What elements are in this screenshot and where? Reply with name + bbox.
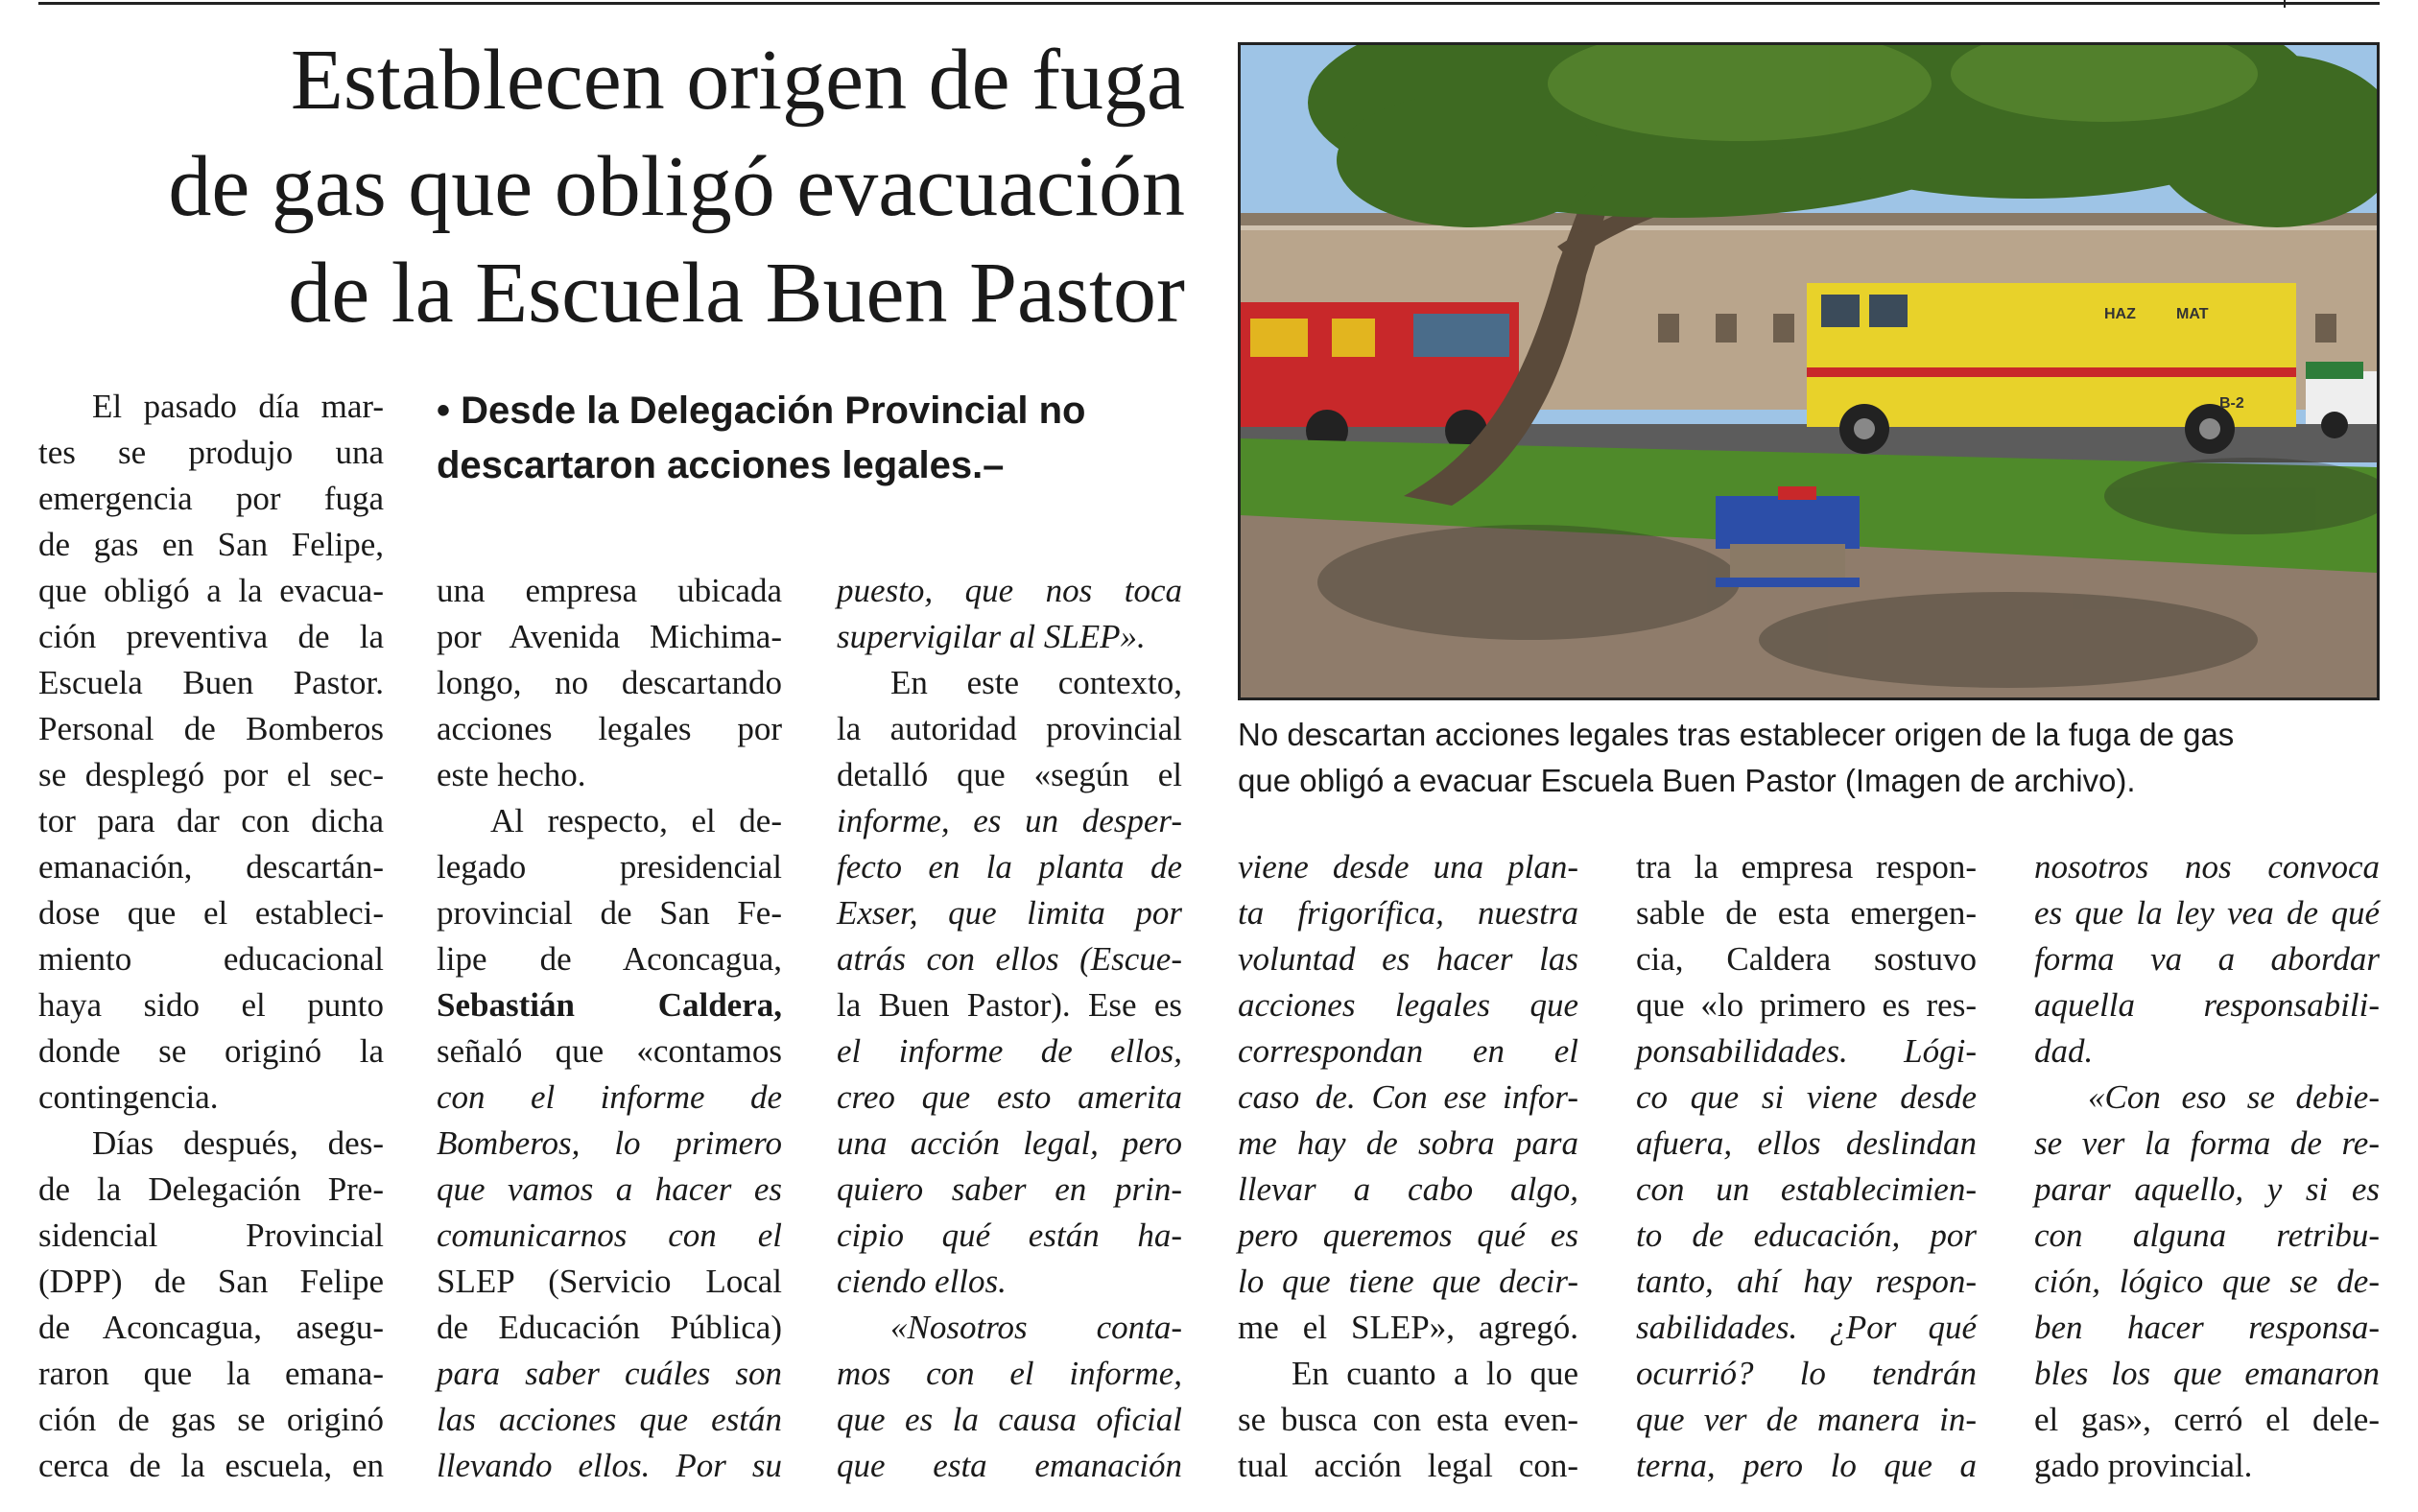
text-line: gado provincial. <box>2034 1447 2253 1484</box>
text-line: creo que esto amerita <box>837 1078 1182 1116</box>
text-line: se busca con esta even- <box>1238 1401 1578 1438</box>
caption-line: No descartan acciones legales tras establecer origen de la fuga de gas <box>1238 717 2235 752</box>
headline-line: Establecen origen de fuga <box>290 33 1185 128</box>
photo-illustration <box>1241 45 2377 697</box>
caption-line: que obligó a evacuar Escuela Buen Pastor (Imagen de archivo). <box>1238 763 2136 798</box>
text-line: ción de gas se originó <box>38 1401 384 1438</box>
text-line: ocurrió? lo tendrán <box>1636 1355 1977 1392</box>
text-line: sidencial Provincial <box>38 1217 384 1254</box>
text-line: señaló que «contamos <box>437 1032 782 1070</box>
text-line: terna, pero lo que a <box>1636 1447 1977 1484</box>
text-line: Bomberos, lo primero <box>437 1124 782 1162</box>
text-line: que es la causa oficial <box>837 1401 1182 1438</box>
subhead <box>437 384 1185 493</box>
text-line: de la Delegación Pre- <box>38 1170 384 1208</box>
text-line: provincial de San Fe- <box>437 894 782 932</box>
text-line: comunicarnos con el <box>437 1217 782 1254</box>
text-line: co que si viene desde <box>1636 1078 1977 1116</box>
text-line: caso de. Con ese infor- <box>1238 1078 1578 1116</box>
article-photo <box>1238 42 2380 700</box>
body-column-1 <box>38 384 384 1489</box>
text-line: con un establecimien- <box>1636 1170 1977 1208</box>
truck-label-haz: HAZ <box>2104 306 2136 322</box>
top-rule <box>38 2 2380 5</box>
body-column-5 <box>1636 844 1977 1489</box>
text-line: acciones legales que <box>1238 986 1578 1024</box>
text-line: (DPP) de San Felipe <box>38 1263 384 1300</box>
body-column-2 <box>437 568 782 1489</box>
text-line: haya sido el punto <box>38 986 384 1024</box>
text-line: Al respecto, el de- <box>490 802 782 839</box>
text-line: el gas», cerró el dele- <box>2034 1401 2380 1438</box>
text-line: Personal de Bomberos <box>38 710 384 747</box>
text-line: quiero saber en prin- <box>837 1170 1182 1208</box>
text-line: lipe de Aconcagua, <box>437 940 782 978</box>
text-line: acciones legales por <box>437 710 782 747</box>
text-line: el informe de ellos, <box>837 1032 1182 1070</box>
body-column-6 <box>2034 844 2380 1489</box>
text-line: cerca de la escuela, en <box>38 1447 384 1484</box>
text-line: contingencia. <box>38 1078 219 1116</box>
text-line: cia, Caldera sostuvo <box>1636 940 1977 978</box>
text-line: para saber cuáles son <box>437 1355 782 1392</box>
text-line: una acción legal, pero <box>837 1124 1182 1162</box>
text-line: este hecho. <box>437 756 586 793</box>
text-line: to de educación, por <box>1636 1217 1977 1254</box>
text-line: Exser, que limita por <box>837 894 1182 932</box>
text-line: tual acción legal con- <box>1238 1447 1578 1484</box>
text-line: es que la ley vea de qué <box>2034 894 2380 932</box>
text-line: ciendo ellos. <box>837 1263 1007 1300</box>
text-line: legado presidencial <box>437 848 782 886</box>
headline <box>38 27 1185 346</box>
body-column-4 <box>1238 844 1578 1489</box>
text-line: una empresa ubicada <box>437 572 782 609</box>
text-line: por Avenida Michima- <box>437 618 782 655</box>
text-line: informe, es un desper- <box>837 802 1182 839</box>
text-line: las acciones que están <box>437 1401 782 1438</box>
text-line: ben hacer responsa- <box>2034 1309 2380 1346</box>
text-line: voluntad es hacer las <box>1238 940 1578 978</box>
text-line: me el SLEP», agregó. <box>1238 1309 1578 1346</box>
subhead-line: • Desde la Delegación Provincial no <box>437 390 1086 432</box>
text-line: me hay de sobra para <box>1238 1124 1578 1162</box>
text-line: atrás con ellos (Escue- <box>837 940 1182 978</box>
text-line: que vamos a hacer es <box>437 1170 782 1208</box>
text-line: Sebastián Caldera, <box>437 986 782 1024</box>
truck-label-b2: B-2 <box>2219 395 2244 412</box>
text-line: donde se originó la <box>38 1032 384 1070</box>
subhead-line: descartaron acciones legales.– <box>437 444 1005 486</box>
text-line: se ver la forma de re- <box>2034 1124 2380 1162</box>
text-line: sabilidades. ¿Por qué <box>1636 1309 1977 1346</box>
text-line: que esta emanación <box>837 1447 1182 1484</box>
text-line: dose que el estableci- <box>38 894 384 932</box>
text-line: Días después, des- <box>92 1124 384 1162</box>
text-line: detalló que «según el <box>837 756 1182 793</box>
text-line: longo, no descartando <box>437 664 782 701</box>
text-line: En este contexto, <box>890 664 1182 701</box>
text-line: bles los que emanaron <box>2034 1355 2380 1392</box>
text-line: llevando ellos. Por su <box>437 1447 782 1484</box>
text-line: de Educación Pública) <box>437 1309 782 1346</box>
text-line: tanto, ahí hay respon- <box>1636 1263 1977 1300</box>
text-line: lo que tiene que decir- <box>1238 1263 1578 1300</box>
text-line: ta frigorífica, nuestra <box>1238 894 1578 932</box>
text-line: llevar a cabo algo, <box>1238 1170 1578 1208</box>
text-line: la autoridad provincial <box>837 710 1182 747</box>
text-line: que ver de manera in- <box>1636 1401 1977 1438</box>
text-line: se desplegó por el sec- <box>38 756 384 793</box>
photo-caption <box>1238 712 2384 804</box>
playground-spring-rider <box>1716 486 1860 587</box>
text-line: parar aquello, y si es <box>2034 1170 2380 1208</box>
text-line: «Nosotros conta- <box>890 1309 1182 1346</box>
text-line: raron que la emana- <box>38 1355 384 1392</box>
headline-line: de la Escuela Buen Pastor <box>288 246 1185 341</box>
text-line: dad. <box>2034 1032 2094 1070</box>
top-rule-tick <box>2284 0 2286 8</box>
text-line: la Buen Pastor). Ese es <box>837 986 1182 1024</box>
body-column-3 <box>837 568 1182 1489</box>
text-line: SLEP (Servicio Local <box>437 1263 782 1300</box>
text-line: puesto, que nos toca <box>837 572 1182 609</box>
text-line: que «lo primero es res- <box>1636 986 1977 1024</box>
text-line: tor para dar con dicha <box>38 802 384 839</box>
text-line: ponsabilidades. Lógi- <box>1636 1032 1977 1070</box>
headline-line: de gas que obligó evacuación <box>168 139 1185 234</box>
text-line: Escuela Buen Pastor. <box>38 664 384 701</box>
text-line: sable de esta emergen- <box>1636 894 1977 932</box>
text-line: con alguna retribu- <box>2034 1217 2380 1254</box>
text-line: tes se produjo una <box>38 434 384 471</box>
text-line: emanación, descartán- <box>38 848 384 886</box>
text-line: En cuanto a lo que <box>1292 1355 1578 1392</box>
text-line: forma va a abordar <box>2034 940 2380 978</box>
text-line: de Aconcagua, asegu- <box>38 1309 384 1346</box>
text-line: que obligó a la evacua- <box>38 572 384 609</box>
text-line: fecto en la planta de <box>837 848 1182 886</box>
text-line: con el informe de <box>437 1078 782 1116</box>
text-line: El pasado día mar- <box>92 388 384 425</box>
text-line: mos con el informe, <box>837 1355 1182 1392</box>
truck-label-mat: MAT <box>2176 306 2209 322</box>
text-line: afuera, ellos deslindan <box>1636 1124 1977 1162</box>
text-line: tra la empresa respon- <box>1636 848 1977 886</box>
text-line: emergencia por fuga <box>38 480 384 517</box>
text-line: de gas en San Felipe, <box>38 526 384 563</box>
text-line: ción preventiva de la <box>38 618 384 655</box>
text-line: aquella responsabili- <box>2034 986 2380 1024</box>
text-line: pero queremos qué es <box>1238 1217 1578 1254</box>
text-line: ción, lógico que se de- <box>2034 1263 2380 1300</box>
text-line: supervigilar al SLEP». <box>837 618 1146 655</box>
text-line: correspondan en el <box>1238 1032 1578 1070</box>
text-line: miento educacional <box>38 940 384 978</box>
text-line: cipio qué están ha- <box>837 1217 1182 1254</box>
text-line: nosotros nos convoca <box>2034 848 2380 886</box>
text-line: «Con eso se debie- <box>2088 1078 2380 1116</box>
text-line: viene desde una plan- <box>1238 848 1578 886</box>
